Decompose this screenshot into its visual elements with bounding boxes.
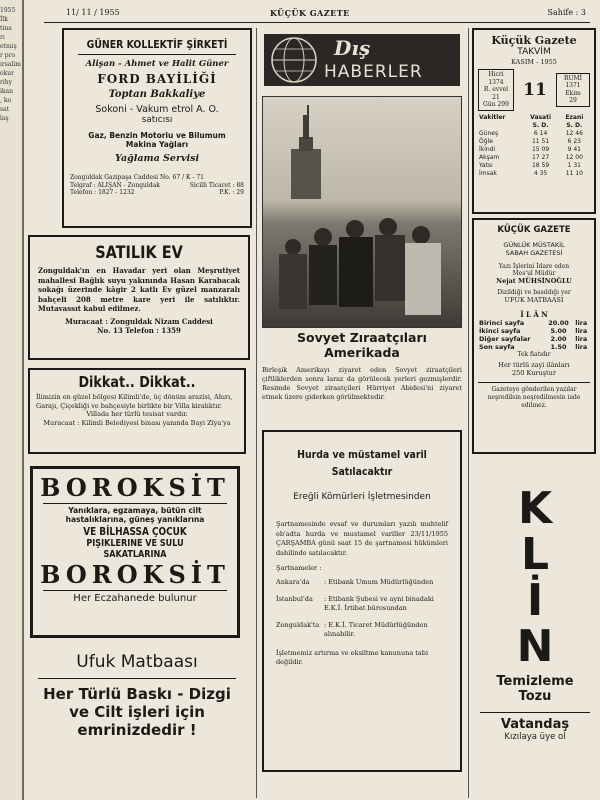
- ufuk-ad: [28, 648, 246, 796]
- imprint-sub1: GÜNLÜK MÜSTAKİL: [503, 241, 565, 249]
- soviet-title-2: Amerikada: [324, 345, 400, 360]
- dikkat-line2: Villada her türlü tesisat vardır.: [86, 410, 188, 418]
- guner-sicil: Sicilli Ticaret : 88: [189, 182, 244, 189]
- prayer-cell: 6 23: [567, 137, 581, 145]
- header-page: Sahife : 3: [547, 8, 586, 17]
- left-strip-line: etmiş: [0, 43, 17, 50]
- ilan-cell: Son sayfa: [479, 343, 515, 351]
- satilik-muracaat-2: No. 13 Telefon : 1359: [97, 325, 181, 335]
- imprint-name: Nejat MÜHSİNOĞLU: [496, 277, 572, 285]
- imprint-line1: Yazı İşlerini İdare eden: [498, 263, 570, 270]
- previous-page-edge: [0, 0, 22, 800]
- hurda-city: İstanbul'da: [276, 595, 313, 603]
- hicri-box: [478, 69, 514, 111]
- hicri-year: 1374: [488, 78, 504, 86]
- hicri-head: Hicri: [488, 71, 504, 78]
- hurda-location-row: [276, 595, 448, 613]
- prayer-cell: 4 35: [533, 169, 548, 177]
- klin-line1: Temizleme: [496, 674, 574, 689]
- guner-sokoni: Sokoni - Vakum etrol A. O.: [95, 104, 219, 115]
- boroksit-brand-top: BOROKSİT: [40, 473, 230, 502]
- dis-haberler-title: Dış: [334, 36, 371, 60]
- imprint-matbaa: UFUK MATBAASI: [504, 296, 564, 304]
- left-strip-line: , ko: [0, 97, 12, 104]
- soviet-title-1: Sovyet Zıraatçıları: [297, 330, 427, 345]
- takvim-gun: Gün 299: [483, 101, 509, 108]
- ilan-cell: lira: [575, 335, 588, 343]
- left-strip-line: ırsalim: [0, 61, 21, 68]
- prayer-times-table: [478, 114, 590, 178]
- rumi-head: RUMİ: [563, 74, 583, 82]
- prayer-row: [478, 114, 590, 122]
- soviet-body: Birleşik Amerikayı ziyaret eden Sovyet ziraatçileri çiftliklerden sonra laraz da görülecek yerleri gezmişlerdir. Resimde Sovyet ziraatçileri Hürriyet Abidesi'ni ziyaret etmek üzere giderken görülmektedir.: [262, 366, 462, 401]
- satilik-body: Zonguldak'ın en Havadar yeri olan Meşrutiyet mahallesi Bağlık suyu yakınında Hasan Karabacak sokağı üzerinde kâgir 2 katlı Ev güzel manzaralı bahçeli 208 metre kare yeri ile satılıktır. Mutavassıt kabul edilmez.: [38, 266, 240, 313]
- imprint-title: KÜÇÜK GAZETE: [497, 225, 571, 235]
- imprint-sub2: SABAH GAZETESİ: [505, 249, 563, 257]
- ilan-cell: lira: [575, 319, 588, 327]
- klin-letter: İ: [526, 575, 544, 626]
- prayer-cell: Yatsı: [479, 161, 493, 169]
- guner-ad: [62, 28, 252, 228]
- ilan-cell: lira: [575, 343, 588, 351]
- prayer-cell: 12 00: [565, 153, 583, 161]
- column-rule-1: [256, 28, 257, 798]
- rumi-day: 29: [569, 97, 577, 105]
- guner-pk: P.K. : 29: [219, 189, 244, 196]
- prayer-cell: 17 27: [531, 153, 550, 161]
- hurda-city: Ankara'da: [276, 578, 310, 586]
- prayer-cell: 6 14: [533, 129, 548, 137]
- ilan-cell: 1.50: [550, 343, 567, 351]
- header-title: KÜÇÜK GAZETE: [270, 8, 350, 18]
- ilan-row: [478, 327, 590, 335]
- ufuk-line2: ve Cilt işleri için: [69, 703, 205, 721]
- kizilay: Kızılaya üye ol: [504, 732, 566, 742]
- soviet-farmers-photo: [262, 96, 462, 328]
- guner-yaglama: Yağlama Servisi: [114, 153, 200, 164]
- boroksit-brand-bottom: BOROKSİT: [40, 560, 230, 589]
- boroksit-line3: VE BİLHASSA ÇOCUK: [83, 526, 187, 538]
- guner-gaz2: Makina Yağları: [125, 140, 189, 149]
- guner-telefon: Telefon : 1827 - 1232: [70, 189, 135, 196]
- rumi-box: [556, 73, 590, 107]
- ilan-row: [478, 335, 590, 343]
- takvim-date-row: [478, 69, 590, 111]
- ilan-row: [478, 343, 590, 351]
- takvim-month: KASIM - 1955: [511, 58, 557, 66]
- prayer-cell: 11 51: [531, 137, 550, 145]
- kucuk-gazete-imprint: [472, 218, 596, 454]
- ilan-tek: Tek fiatıdır: [517, 351, 551, 358]
- ilan-rates-table: [478, 319, 590, 351]
- klin-ad: [474, 480, 596, 798]
- takvim-title: Küçük Gazete: [491, 34, 577, 47]
- guner-title: GÜNER KOLLEKTİF ŞİRKETİ: [86, 38, 228, 51]
- ufuk-title: Ufuk Matbaası: [76, 652, 198, 672]
- dikkat-body: İlimizin en güzel bölgesi Kilimli'de, üç dönüm arazisi, Ahırı, Garajı, Çiçekliği ve bahçesiyle birlikte bir Villa kiralıktır.: [36, 393, 233, 410]
- boroksit-line4: PİŞİKLERİNE VE SULU SAKATLARINA: [86, 538, 184, 560]
- boroksit-ad: [30, 466, 240, 638]
- klin-letters: [474, 483, 596, 672]
- prayer-cell: 9 41: [567, 145, 581, 153]
- prayer-row: [478, 138, 590, 146]
- ilan-zayi-2: 250 Kuruştur: [512, 369, 556, 377]
- takvim-day: 11: [523, 79, 547, 100]
- page-header: [44, 8, 590, 23]
- prayer-cell: S. D.: [532, 121, 549, 129]
- boroksit-footer: Her Eczahanede bulunur: [73, 593, 197, 604]
- klin-line2: Tozu: [518, 689, 552, 704]
- guner-contact-row: [70, 182, 244, 189]
- hicri-month: R. evvel: [483, 86, 509, 93]
- guner-toptan: Toptan Bakkaliye: [108, 89, 206, 100]
- hurda-office: : Etibank Umum Müdürlüğünden: [324, 578, 434, 586]
- ilan-cell: Diğer sayfalar: [479, 335, 531, 343]
- hicri-day: 21: [492, 93, 500, 101]
- guner-address: Zonguldak Gazipaşa Caddesi No. 67 / K - 71: [70, 174, 204, 181]
- left-strip-line: rihy: [0, 79, 13, 86]
- imprint-line2: Mes'ul Müdür: [512, 270, 556, 277]
- hurda-sub: Ereğli Kömürleri İşletmesinden: [293, 492, 431, 502]
- ilan-row: [478, 319, 590, 327]
- ilan-zayi: Her türlü zayi ilânları: [498, 361, 570, 369]
- ilan-cell: lira: [575, 327, 588, 335]
- takvim-box: [472, 28, 596, 214]
- ilan-cell: 2.00: [550, 335, 567, 343]
- left-strip-line: rı: [0, 34, 5, 41]
- prayer-row: [478, 122, 590, 130]
- hurda-office: : E.K.İ. Ticaret Müdürlüğünden alınabilir.: [324, 621, 428, 638]
- prayer-row: [478, 162, 590, 170]
- rumi-month: Ekim: [565, 89, 581, 97]
- prayer-row: [478, 146, 590, 154]
- prayer-row: [478, 130, 590, 138]
- klin-letter: L: [520, 529, 550, 580]
- prayer-cell: Ezani: [565, 113, 584, 121]
- prayer-cell: 11 10: [565, 169, 583, 177]
- left-strip-line: r pro: [0, 52, 16, 59]
- hurda-office: : Etibank Şubesi ve ayni binadaki E.K.İ. İrtibat bürosundan: [324, 595, 434, 612]
- left-strip-line: 1955: [0, 7, 16, 14]
- prayer-row: [478, 170, 590, 178]
- header-date: 11/ 11 / 1955: [66, 8, 120, 17]
- hurda-locations: [270, 578, 454, 639]
- left-strip-line: ikan: [0, 88, 13, 95]
- ilan-cell: 5.00: [550, 327, 567, 335]
- column-rule-2: [468, 28, 469, 798]
- prayer-cell: İmsak: [479, 169, 497, 177]
- guner-gaz1: Gaz, Benzin Motoriu ve Bilumum: [88, 131, 226, 140]
- satilik-title: SATILIK EV: [95, 243, 183, 263]
- left-strip-line: laş: [0, 115, 9, 122]
- hurda-sartnameler: Şartnameler :: [276, 564, 322, 572]
- prayer-cell: Akşam: [479, 153, 500, 161]
- imprint-footer: Gazeteye gönderilen yazılar neşredilsin neşredilmesin iade edilmez.: [487, 386, 581, 409]
- dikkat-ad: [28, 368, 246, 454]
- ufuk-line1: Her Türlü Baskı - Dizgi: [43, 685, 231, 703]
- prayer-cell: Öğle: [479, 137, 493, 145]
- prayer-cell: 15 09: [531, 145, 550, 153]
- klin-letter: N: [516, 621, 554, 672]
- guner-contact-row-2: [70, 189, 244, 196]
- left-strip-line: okur: [0, 70, 14, 77]
- dikkat-title: Dikkat.. Dikkat..: [78, 373, 196, 391]
- dikkat-muracaat: Muracaat : Kilimli Belediyesi binası yanında Bayi Ziya'ya: [43, 418, 231, 427]
- guner-ford: FORD BAYİLİĞİ: [97, 72, 217, 86]
- prayer-cell: Vakitler: [479, 113, 506, 121]
- guner-owners: Alişan - Ahmet ve Halit Güner: [85, 59, 229, 69]
- hurda-footer: İşletmemiz artırma ve eksiltme kanununa tabi değildir.: [276, 649, 429, 666]
- prayer-cell: Vasati: [530, 113, 552, 121]
- left-strip-line: İlk: [0, 16, 8, 23]
- ilan-cell: 20.00: [548, 319, 569, 327]
- hurda-location-row: [276, 621, 448, 639]
- hurda-title-1: Hurda ve müstamel varil: [297, 448, 427, 461]
- takvim-sub: TAKVİM: [517, 47, 551, 57]
- hurda-body: Şartnamesinde evsaf ve durumları yazılı muhtelif eb'adta hurda ve mustamel variller 23/11/1955 ÇARŞAMBA günü saat 15 de şartnamesi hükümleri dahilinde satılacaktır.: [276, 520, 448, 557]
- ilan-title: İ L Â N: [520, 310, 548, 319]
- prayer-cell: İkindi: [479, 145, 496, 153]
- ilan-cell: Birinci sayfa: [479, 319, 525, 327]
- prayer-cell: S. D.: [566, 121, 583, 129]
- boroksit-line1: Yanıklara, egzamaya, bütün cilt: [68, 506, 202, 515]
- imprint-line3: Dizildiği ve basıldığı yer: [497, 289, 571, 296]
- statue-of-liberty-photo-illustration: [263, 97, 461, 327]
- ilan-cell: İkinci sayfa: [479, 327, 521, 335]
- rumi-year: 1371: [565, 82, 581, 90]
- hurda-location-row: [276, 578, 448, 587]
- dis-haberler-subtitle: HABERLER: [324, 62, 423, 82]
- prayer-cell: 12 46: [565, 129, 583, 137]
- boroksit-line2: hastalıklarına, güneş yanıklarına: [65, 515, 205, 524]
- prayer-row: [478, 154, 590, 162]
- klin-letter: K: [517, 483, 553, 534]
- vatandas: Vatandaş: [500, 717, 570, 732]
- dis-haberler-banner: [264, 34, 460, 86]
- prayer-cell: [478, 122, 523, 130]
- hurda-title-2: Satılacaktır: [331, 465, 393, 478]
- prayer-cell: 1 31: [567, 161, 581, 169]
- guner-telgraf: Telgraf : ALIŞAN - Zonguldak: [70, 182, 160, 189]
- hurda-city: Zonguldak'ta: [276, 621, 320, 629]
- hurda-ad: [262, 430, 462, 772]
- left-strip-line: tina: [0, 25, 12, 32]
- satilik-ev-ad: [28, 235, 250, 360]
- soviet-article: [260, 328, 464, 402]
- left-strip-line: sat: [0, 106, 10, 113]
- guner-saticisi: satıcısı: [141, 115, 173, 125]
- prayer-cell: 18 59: [531, 161, 550, 169]
- ufuk-line3: emrinizdedir !: [77, 721, 197, 739]
- satilik-muracaat: Muracaat : Zonguldak Nizam Caddesi: [65, 316, 213, 326]
- prayer-cell: Güneş: [479, 129, 499, 137]
